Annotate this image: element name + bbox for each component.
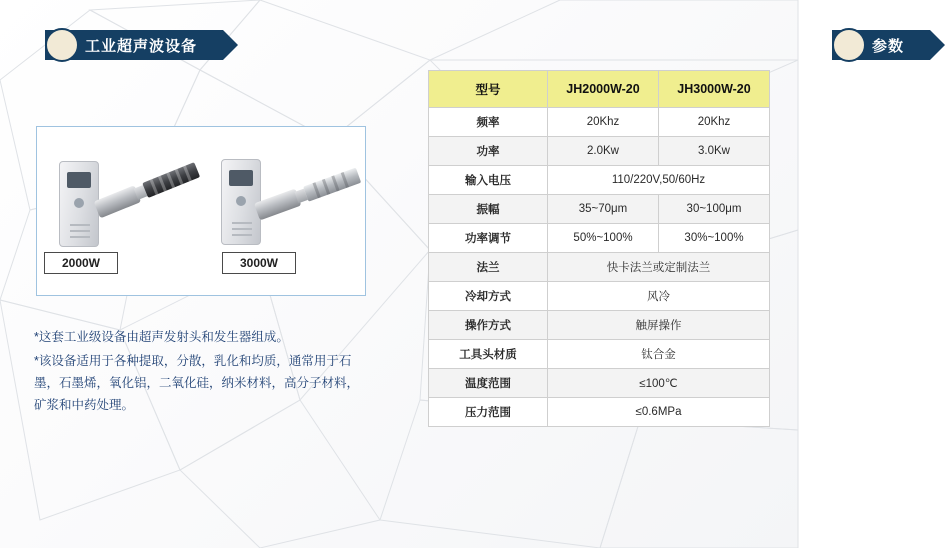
table-cell: 35~70μm <box>548 195 659 224</box>
table-row-label: 压力范围 <box>429 398 548 427</box>
table-row-label: 操作方式 <box>429 311 548 340</box>
heading-title-params: 参数 <box>872 37 905 55</box>
table-row-label: 功率 <box>429 137 548 166</box>
description-line-2: *该设备适用于各种提取，分散，乳化和均质，通常用于石墨，石墨烯，氧化铝，二氧化硅，纳米材料，高分子材料，矿浆和中药处理。 <box>34 354 360 412</box>
heading-circle-icon <box>45 28 79 62</box>
generator-knob <box>236 196 246 206</box>
generator-knob <box>74 198 84 208</box>
table-row-label: 输入电压 <box>429 166 548 195</box>
table-header-jh2000w: JH2000W-20 <box>548 71 659 108</box>
generator-vent <box>70 230 90 232</box>
generator-screen <box>229 170 253 186</box>
table-cell-shared: 风冷 <box>548 282 770 311</box>
table-row-label: 法兰 <box>429 253 548 282</box>
table-row <box>429 398 770 427</box>
heading-title-product: 工业超声波设备 <box>85 37 198 55</box>
table-header-model: 型号 <box>429 71 548 108</box>
table-cell: 3.0Kw <box>659 137 770 166</box>
table-cell-shared: 快卡法兰或定制法兰 <box>548 253 770 282</box>
section-heading-params <box>832 28 930 62</box>
table-cell-shared: ≤100℃ <box>548 369 770 398</box>
product-description <box>34 326 370 418</box>
generator-vent <box>232 228 252 230</box>
power-label-2000w: 2000W <box>44 252 118 274</box>
generator-vent <box>232 234 252 236</box>
table-cell: 50%~100% <box>548 224 659 253</box>
table-cell-shared: 钛合金 <box>548 340 770 369</box>
power-label-3000w: 3000W <box>222 252 296 274</box>
table-cell-shared: 触屏操作 <box>548 311 770 340</box>
table-row <box>429 282 770 311</box>
generator-vent <box>70 224 90 226</box>
table-cell: 2.0Kw <box>548 137 659 166</box>
table-cell-shared: ≤0.6MPa <box>548 398 770 427</box>
table-cell: 30~100μm <box>659 195 770 224</box>
table-row-label: 振幅 <box>429 195 548 224</box>
table-row-label: 温度范围 <box>429 369 548 398</box>
horn-tip <box>142 162 200 198</box>
table-header-jh3000w: JH3000W-20 <box>659 71 770 108</box>
table-row <box>429 166 770 195</box>
generator-vent <box>232 222 252 224</box>
table-row-label: 功率调节 <box>429 224 548 253</box>
table-header-row <box>429 71 770 108</box>
description-line-1: *这套工业级设备由超声发射头和发生器组成。 <box>34 330 289 344</box>
table-cell: 20Khz <box>659 108 770 137</box>
generator-screen <box>67 172 91 188</box>
specifications-table <box>428 70 770 427</box>
table-row-label: 冷却方式 <box>429 282 548 311</box>
heading-circle-icon <box>832 28 866 62</box>
table-row <box>429 369 770 398</box>
generator-vent <box>70 236 90 238</box>
generator-unit-icon <box>59 161 99 247</box>
table-row <box>429 108 770 137</box>
table-row <box>429 224 770 253</box>
table-cell: 30%~100% <box>659 224 770 253</box>
table-row-label: 频率 <box>429 108 548 137</box>
table-row <box>429 311 770 340</box>
left-panel <box>0 0 400 548</box>
horn-tip <box>303 168 361 202</box>
table-cell-shared: 110/220V,50/60Hz <box>548 166 770 195</box>
table-row <box>429 340 770 369</box>
table-row-label: 工具头材质 <box>429 340 548 369</box>
section-heading-product <box>45 28 223 62</box>
table-cell: 20Khz <box>548 108 659 137</box>
table-row <box>429 137 770 166</box>
table-row <box>429 253 770 282</box>
table-row <box>429 195 770 224</box>
